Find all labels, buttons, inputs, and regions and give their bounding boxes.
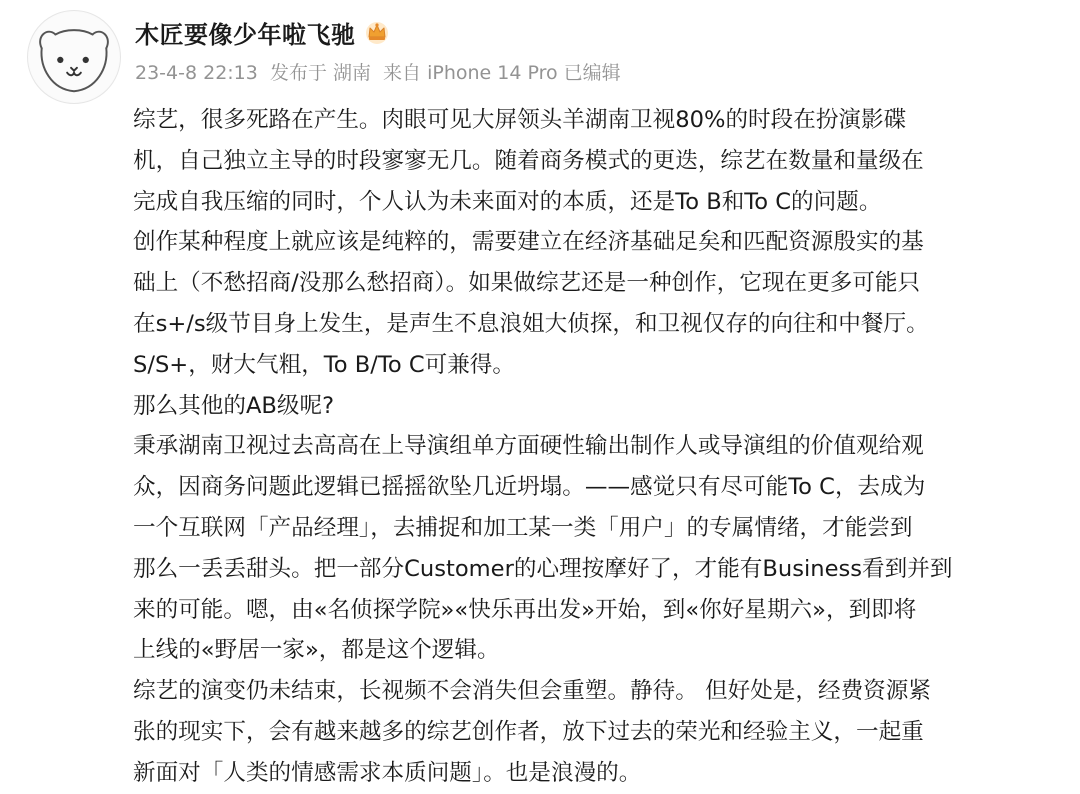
post-line: 那么一丢丢甜头。把一部分Customer的心理按摩好了，才能有Business看到并到	[133, 555, 953, 582]
post-line: 在s+/s级节目身上发生，是声生不息浪姐大侦探，和卫视仅存的向往和中餐厅。	[133, 310, 929, 337]
post-line: 那么其他的AB级呢?	[133, 392, 335, 419]
post-line: 综艺，很多死路在产生。肉眼可见大屏领头羊湖南卫视80%的时段在扮演影碟	[133, 107, 907, 133]
username[interactable]: 木匠要像少年啦飞驰	[135, 20, 356, 49]
crown-icon	[364, 19, 390, 45]
post-line: 来的可能。嗯，由«名侦探学院»«快乐再出发»开始，到«你好星期六»，到即将	[133, 596, 917, 623]
bear-avatar-icon	[28, 11, 120, 103]
post-body	[133, 100, 1068, 794]
post-line: 础上（不愁招商/没那么愁招商）。如果做综艺还是一种创作，它现在更多可能只	[133, 270, 921, 297]
post-line: 一个互联网「产品经理」，去捕捉和加工某一类「用户」的专属情绪，才能尝到	[133, 514, 913, 541]
post-line: 新面对「人类的情感需求本质问题」。也是浪漫的。	[133, 759, 642, 786]
post-meta: 23-4-8 22:13 发布于 湖南 来自 iPhone 14 Pro 已编辑	[135, 62, 621, 84]
post-line: 机，自己独立主导的时段寥寥无几。随着商务模式的更迭，综艺在数量和量级在	[133, 147, 924, 174]
post-line: S/S+，财大气粗，To B/To C可兼得。	[133, 351, 515, 378]
post-line: 上线的«野居一家»，都是这个逻辑。	[133, 637, 500, 664]
post-line: 创作某种程度上就应该是纯粹的，需要建立在经济基础足矣和匹配资源殷实的基	[133, 229, 924, 256]
post-line: 众，因商务问题此逻辑已摇摇欲坠几近坍塌。——感觉只有尽可能To C，去成为	[133, 474, 926, 501]
post-line: 张的现实下，会有越来越多的综艺创作者，放下过去的荣光和经验主义，一起重	[133, 718, 924, 745]
post-line: 秉承湖南卫视过去高高在上导演组单方面硬性输出制作人或导演组的价值观给观	[133, 433, 924, 460]
post-header	[135, 14, 390, 50]
post-line: 完成自我压缩的同时，个人认为未来面对的本质，还是To B和To C的问题。	[133, 188, 882, 215]
user-avatar[interactable]	[27, 10, 121, 104]
post-line: 综艺的演变仍未结束，长视频不会消失但会重塑。静待。 但好处是，经费资源紧	[133, 678, 931, 705]
